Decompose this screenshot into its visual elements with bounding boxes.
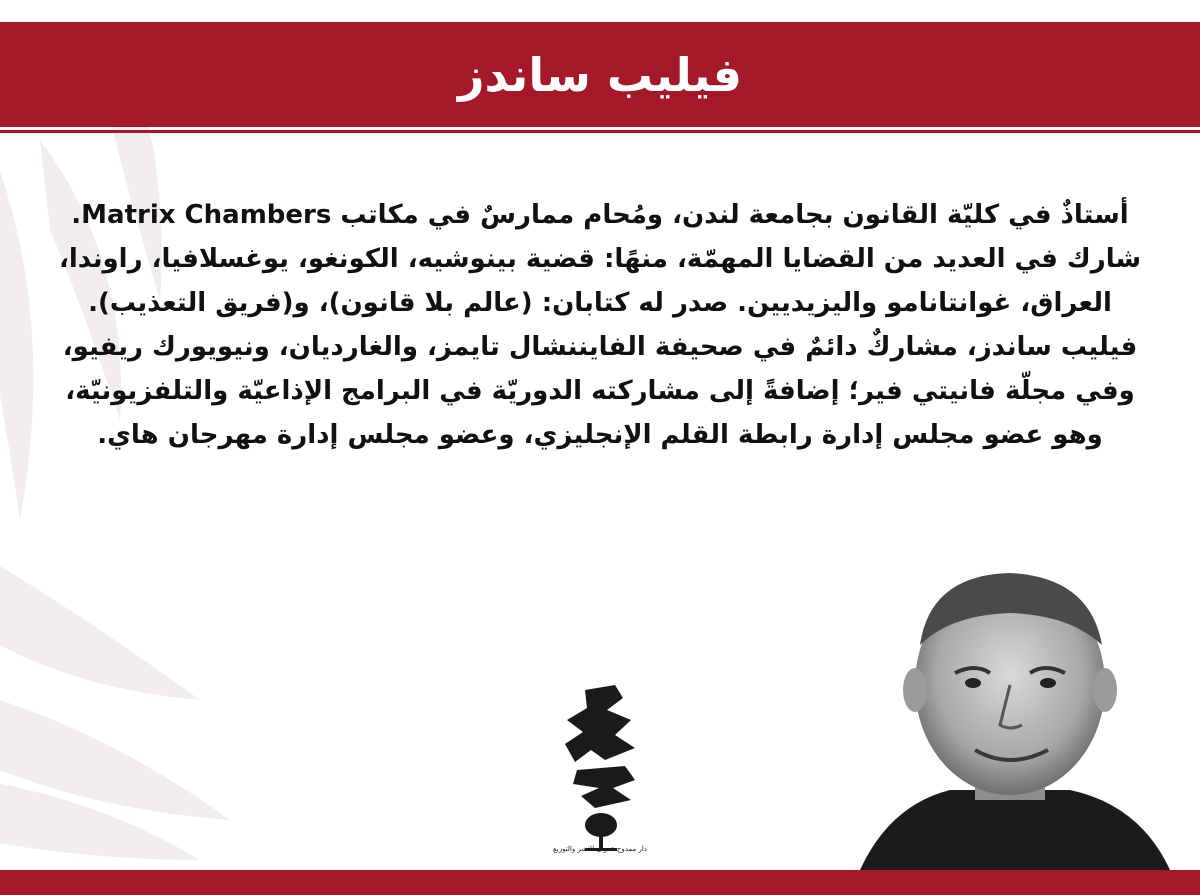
bio-text: [50, 193, 1150, 457]
bio-paragraph-1: أستاذٌ في كليّة القانون بجامعة لندن، ومُحام ممارسٌ في مكاتب Matrix Chambers. شارك في العديد من القضايا المهمّة، منهًا: قضية بينوشيه، الكونغو، يوغسلافيا، راوندا، العراق، غوانتانامو واليزيديين. صدر له كتابان: (عالم بلا قانون)، و(فريق التعذيب).: [58, 200, 1142, 318]
publisher-caption: دار ممدوح عدوان للنشر والتوزيع: [553, 845, 647, 853]
bio-paragraph-2: فيليب ساندز، مشاركٌ دائمٌ في صحيفة الفايننشال تايمز، والغارديان، ونيويورك ريفيو، وفي مجلّة فانيتي فير؛ إضافةً إلى مشاركته الدوريّة في البرامج الإذاعيّة والتلفزيونيّة، وهو عضو مجلس إدارة رابطة القلم الإنجليزي، وعضو مجلس إدارة مهرجان هاي.: [62, 332, 1138, 450]
footer-band: [0, 870, 1200, 895]
page-title: فيليب ساندز: [458, 47, 742, 102]
header-underline: [0, 130, 1200, 133]
kufic-calligraphy-logo: [555, 680, 650, 865]
author-portrait: [820, 555, 1200, 870]
